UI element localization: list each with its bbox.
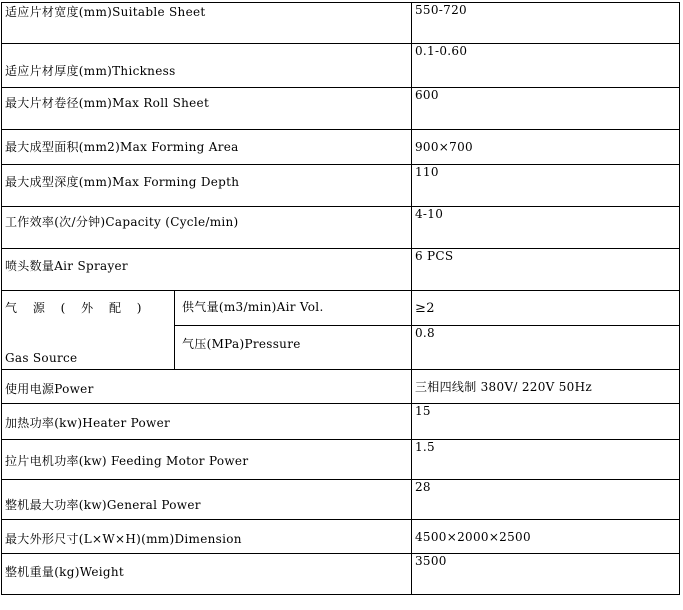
row-value: 6 PCS [412, 249, 680, 291]
row-label: 气压(MPa)Pressure [175, 326, 412, 370]
row-value: 550-720 [412, 3, 680, 44]
row-value: 3500 [412, 554, 680, 595]
row-value: 4500×2000×2500 [412, 520, 680, 554]
table-row [2, 291, 680, 326]
row-value: 28 [412, 480, 680, 520]
table-row [2, 520, 680, 554]
row-label: 整机最大功率(kw)General Power [2, 480, 412, 520]
table-row [2, 207, 680, 249]
row-label: 最大成型面积(mm2)Max Forming Area [2, 130, 412, 165]
spec-table [1, 2, 680, 595]
row-value: ≥2 [412, 291, 680, 326]
row-label: 整机重量(kg)Weight [2, 554, 412, 595]
table-row [2, 88, 680, 130]
row-value: 1.5 [412, 440, 680, 480]
table-row [2, 44, 680, 88]
row-value: 4-10 [412, 207, 680, 249]
row-value: 三相四线制 380V/ 220V 50Hz [412, 370, 680, 404]
table-row [2, 404, 680, 440]
row-value: 15 [412, 404, 680, 440]
table-row [2, 249, 680, 291]
row-value: 600 [412, 88, 680, 130]
row-label: 加热功率(kw)Heater Power [2, 404, 412, 440]
table-row [2, 480, 680, 520]
table-row [2, 554, 680, 595]
row-label: 供气量(m3/min)Air Vol. [175, 291, 412, 326]
table-row [2, 370, 680, 404]
gas-source-cell [2, 291, 175, 370]
table-row [2, 440, 680, 480]
row-value: 0.8 [412, 326, 680, 370]
row-label: 工作效率(次/分钟)Capacity (Cycle/min) [2, 207, 412, 249]
row-label: 适应片材厚度(mm)Thickness [2, 44, 412, 88]
row-label: 拉片电机功率(kw) Feeding Motor Power [2, 440, 412, 480]
gas-source-label-en: Gas Source [5, 351, 78, 365]
row-value: 0.1-0.60 [412, 44, 680, 88]
table-row [2, 3, 680, 44]
gas-source-label-cn: 气 源 ( 外 配 ) [5, 301, 148, 315]
row-label: 最大片材卷径(mm)Max Roll Sheet [2, 88, 412, 130]
row-value: 900×700 [412, 130, 680, 165]
row-label: 最大成型深度(mm)Max Forming Depth [2, 165, 412, 207]
row-value: 110 [412, 165, 680, 207]
table-row [2, 130, 680, 165]
row-label: 适应片材宽度(mm)Suitable Sheet [2, 3, 412, 44]
table-row [2, 165, 680, 207]
row-label: 使用电源Power [2, 370, 412, 404]
row-label: 喷头数量Air Sprayer [2, 249, 412, 291]
row-label: 最大外形尺寸(L×W×H)(mm)Dimension [2, 520, 412, 554]
